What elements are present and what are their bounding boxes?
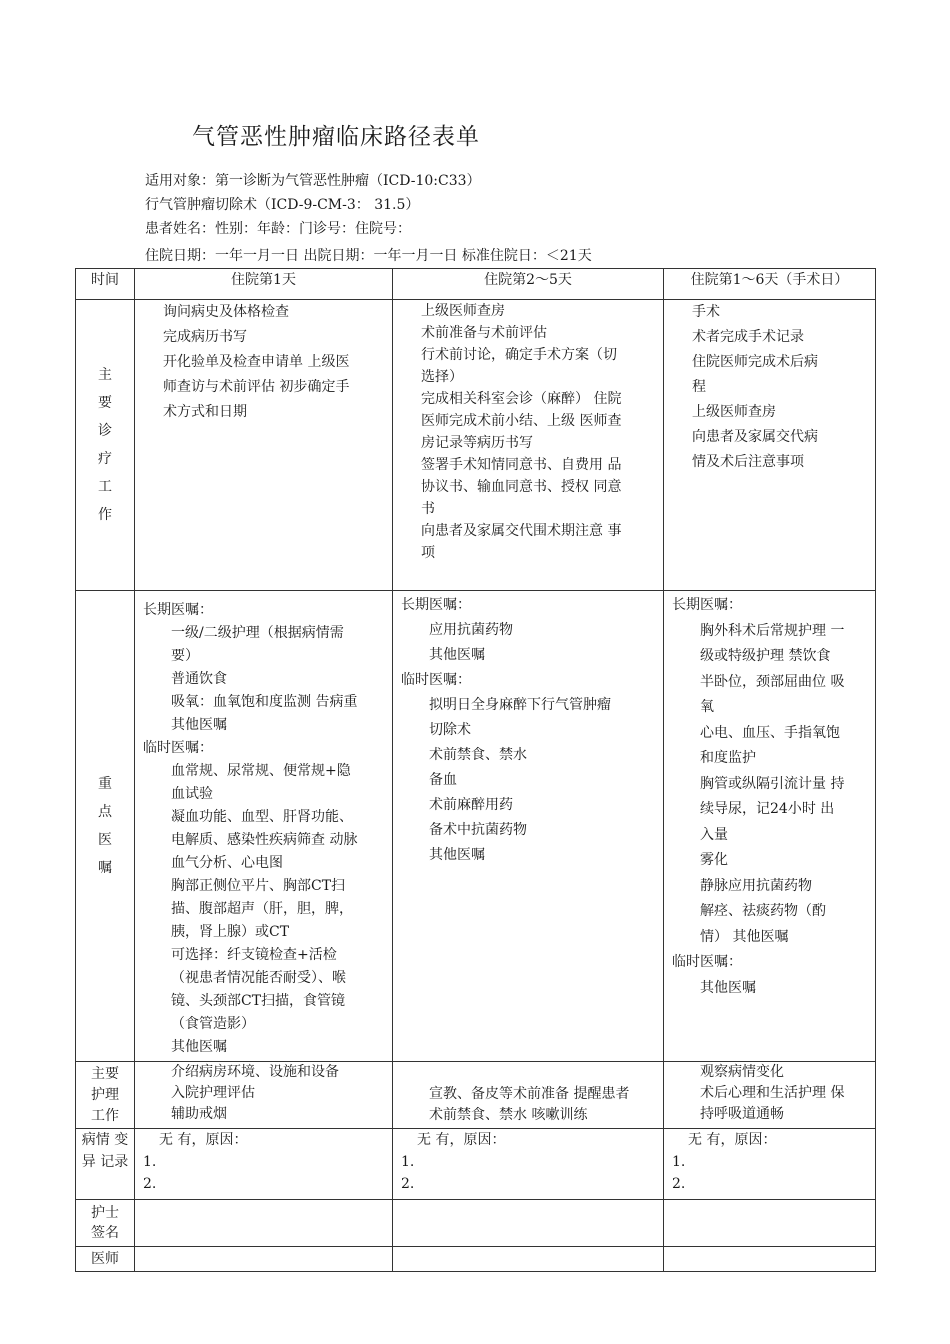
nursing-work-day1 xyxy=(135,1062,393,1129)
row-label-text: 工作 xyxy=(91,1107,119,1124)
list-item: 术前禁食、禁水 咳嗽训练 xyxy=(429,1107,588,1123)
list-item: 胰，肾上腺）或CT xyxy=(171,924,290,940)
list-item: （食管造影） xyxy=(171,1016,255,1032)
list-item: 血常规、尿常规、便常规+隐 xyxy=(171,763,351,779)
list-item: 普通饮食 xyxy=(171,671,227,687)
list-item: 开化验单及检查申请单 上级医 xyxy=(163,354,350,370)
list-item: 氧 xyxy=(700,699,714,715)
main-work-row xyxy=(76,300,876,591)
long-term-orders-title: 长期医嘱： xyxy=(672,597,742,613)
header-time: 时间 xyxy=(76,269,135,300)
list-item: 描、腹部超声（肝，胆，脾， xyxy=(171,901,353,917)
list-item: 静脉应用抗菌药物 xyxy=(700,877,812,894)
list-item: 书 xyxy=(421,501,435,517)
list-item: 血气分析、心电图 xyxy=(171,855,283,871)
key-orders-day1 xyxy=(135,591,393,1062)
row-label-nursing xyxy=(76,1064,134,1127)
variation-surgery-day xyxy=(664,1129,876,1200)
list-item: 其他医嘱 xyxy=(429,847,485,863)
list-item: 向患者及家属交代病 xyxy=(692,429,818,445)
list-item: 凝血功能、血型、肝肾功能、 xyxy=(171,809,353,825)
list-item: 观察病情变化 xyxy=(700,1064,784,1080)
list-item: 切除术 xyxy=(429,722,471,738)
nursing-work-surgery-day xyxy=(664,1062,876,1129)
list-item: 医师完成术前小结、上级 医师查 xyxy=(421,413,622,429)
list-item: 拟明日全身麻醉下行气管肿瘤 xyxy=(429,697,611,713)
list-item: 雾化 xyxy=(700,852,728,868)
list-item: 情及术后注意事项 xyxy=(692,454,804,470)
list-item: 询问病史及体格检查 xyxy=(163,304,289,320)
list-item: 半卧位，颈部屈曲位 吸 xyxy=(700,673,845,690)
list-item: 术方式和日期 xyxy=(163,404,247,420)
list-item: 签署手术知情同意书、自费用 品 xyxy=(421,457,622,473)
row-label-text: 签名 xyxy=(91,1225,119,1241)
long-term-orders-title: 长期医嘱： xyxy=(401,597,471,613)
list-item: 胸外科术后常规护理 一 xyxy=(700,622,845,639)
key-orders-row xyxy=(76,591,876,1062)
list-item: 术前准备与术前评估 xyxy=(421,325,547,341)
list-item: 术前禁食、禁水 xyxy=(429,747,527,763)
list-item: 入量 xyxy=(700,826,728,843)
list-item: 程 xyxy=(692,379,706,395)
list-item: 行术前讨论，确定手术方案（切 xyxy=(421,347,617,363)
procedure-line: 行气管肿瘤切除术（ICD-9-CM-3： 31.5） xyxy=(145,197,420,213)
row-label-text: 护理 xyxy=(91,1086,119,1103)
list-item: 镜、头颈部CT扫描，食管镜 xyxy=(171,993,346,1009)
key-orders-day2-5 xyxy=(393,591,664,1062)
doctor-signature-day2-5[interactable] xyxy=(393,1247,664,1272)
nurse-signature-day1[interactable] xyxy=(135,1200,393,1247)
list-item: 备血 xyxy=(429,772,457,788)
variation-item: 2. xyxy=(143,1176,157,1192)
list-item: 项 xyxy=(421,545,435,561)
nurse-signature-row xyxy=(76,1200,876,1247)
doctor-signature-day1[interactable] xyxy=(135,1247,393,1272)
row-label-text: 护士 xyxy=(91,1205,119,1221)
list-item: 和度监护 xyxy=(700,750,756,766)
list-item: 其他医嘱 xyxy=(171,717,227,733)
patient-info-line: 患者姓名：性别：年龄：门诊号：住院号： xyxy=(145,221,411,237)
list-item: 一级/二级护理（根据病情需 xyxy=(171,625,344,641)
list-item: 术后心理和生活护理 保 xyxy=(700,1085,845,1101)
variation-day1 xyxy=(135,1129,393,1200)
list-item: 心电、血压、手指氧饱 xyxy=(700,724,840,741)
header-surgery-day: 住院第1〜6天（手术日） xyxy=(664,269,876,300)
list-item: 备术中抗菌药物 xyxy=(429,822,527,838)
list-item: 住院医师完成术后病 xyxy=(692,354,818,370)
main-work-surgery-day xyxy=(664,300,876,591)
list-item: 术者完成手术记录 xyxy=(692,329,804,345)
key-orders-surgery-day xyxy=(664,591,876,1062)
list-item: 上级医师查房 xyxy=(421,303,505,319)
temporary-orders-title: 临时医嘱： xyxy=(672,954,742,970)
list-item: 续导尿，记24小时 出 xyxy=(700,801,835,817)
list-item: 完成病历书写 xyxy=(163,329,247,345)
hospital-dates-line: 住院日期：一年一月一日 出院日期：一年一月一日 标准住院日：＜21天 xyxy=(145,248,592,264)
list-item: 向患者及家属交代围术期注意 事 xyxy=(421,523,622,539)
list-item: 情） 其他医嘱 xyxy=(700,928,789,945)
row-label-text: 异 记录 xyxy=(81,1154,129,1170)
list-item: 上级医师查房 xyxy=(692,404,776,420)
doctor-signature-surgery-day[interactable] xyxy=(664,1247,876,1272)
list-item: 选择） xyxy=(421,369,463,385)
list-item: 要） xyxy=(171,648,199,664)
main-work-day2-5 xyxy=(393,300,664,591)
list-item: 入院护理评估 xyxy=(171,1085,255,1101)
variation-options: 无 有，原因： xyxy=(688,1132,777,1148)
page-title: 气管恶性肿瘤临床路径表单 xyxy=(192,124,480,150)
list-item: 可选择：纤支镜检查+活检 xyxy=(171,947,337,963)
list-item: 宣教、备皮等术前准备 提醒患者 xyxy=(429,1086,630,1102)
list-item: 电解质、感染性疾病筛查 动脉 xyxy=(171,832,358,848)
list-item: 介绍病房环境、设施和设备 xyxy=(171,1064,339,1080)
variation-item: 2. xyxy=(401,1176,415,1192)
header-day1: 住院第1天 xyxy=(135,269,393,300)
list-item: 血试验 xyxy=(171,786,213,802)
temporary-orders-title: 临时医嘱： xyxy=(401,672,471,688)
long-term-orders-title: 长期医嘱： xyxy=(143,602,213,618)
row-label-doctor: 医师 xyxy=(76,1247,135,1272)
list-item: 辅助戒烟 xyxy=(171,1106,227,1122)
nurse-signature-surgery-day[interactable] xyxy=(664,1200,876,1247)
row-label-text: 主要 xyxy=(91,1065,119,1082)
list-item: 胸部正侧位平片、胸部CT扫 xyxy=(171,878,346,894)
list-item: 术前麻醉用药 xyxy=(429,797,513,813)
list-item: （视患者情况能否耐受）、喉 xyxy=(171,970,346,986)
variation-item: 1. xyxy=(401,1154,415,1170)
temporary-orders-title: 临时医嘱： xyxy=(143,740,213,756)
variation-item: 1. xyxy=(143,1154,157,1170)
variation-item: 2. xyxy=(672,1176,686,1192)
list-item: 吸氧：血氧饱和度监测 告病重 xyxy=(171,694,358,710)
row-label-main-work: 主 要 诊 疗 工 作 xyxy=(98,367,112,523)
main-work-day1 xyxy=(135,300,393,591)
clinical-pathway-table xyxy=(75,268,876,1272)
list-item: 级或特级护理 禁饮食 xyxy=(700,648,831,664)
doctor-signature-row xyxy=(76,1247,876,1272)
row-label-variation xyxy=(76,1129,134,1173)
variation-options: 无 有，原因： xyxy=(417,1132,506,1148)
variation-day2-5 xyxy=(393,1129,664,1200)
row-label-nurse-signature xyxy=(76,1203,134,1243)
list-item: 其他医嘱 xyxy=(171,1039,227,1055)
list-item: 胸管或纵隔引流计量 持 xyxy=(700,775,845,792)
nurse-signature-day2-5[interactable] xyxy=(393,1200,664,1247)
list-item: 师查访与术前评估 初步确定手 xyxy=(163,379,350,395)
row-label-key-orders: 重 点 医 嘱 xyxy=(98,776,112,876)
variation-options: 无 有，原因： xyxy=(159,1132,248,1148)
list-item: 应用抗菌药物 xyxy=(429,622,513,638)
list-item: 持呼吸道通畅 xyxy=(700,1106,784,1122)
list-item: 其他医嘱 xyxy=(429,647,485,663)
list-item: 协议书、输血同意书、授权 同意 xyxy=(421,479,622,495)
header-row xyxy=(76,269,876,300)
variation-item: 1. xyxy=(672,1154,686,1170)
nursing-work-day2-5 xyxy=(393,1062,664,1129)
row-label-text: 病情 变 xyxy=(81,1132,129,1148)
nursing-work-row xyxy=(76,1062,876,1129)
applicable-subject: 适用对象：第一诊断为气管恶性肿瘤（ICD-10:C33） xyxy=(145,173,481,189)
list-item: 完成相关科室会诊（麻醉） 住院 xyxy=(421,391,622,407)
list-item: 房记录等病历书写 xyxy=(421,435,533,451)
header-day2-5: 住院第2〜5天 xyxy=(393,269,664,300)
variation-row xyxy=(76,1129,876,1200)
list-item: 其他医嘱 xyxy=(700,979,756,996)
list-item: 手术 xyxy=(692,304,720,320)
list-item: 解痉、祛痰药物（酌 xyxy=(700,903,826,919)
